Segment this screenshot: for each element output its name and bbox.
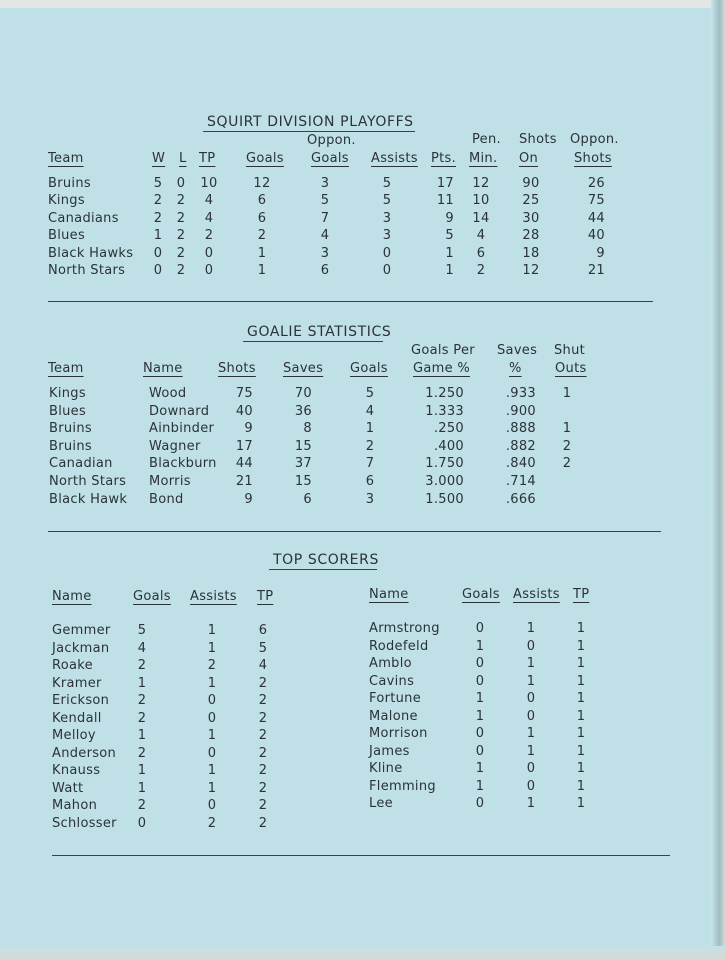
- goals-per-game-cell: .400: [433, 438, 464, 454]
- col-header-l: L: [179, 151, 187, 166]
- assists-cell: 2: [207, 658, 217, 673]
- player-name-cell: Armstrong: [369, 621, 440, 636]
- assists-cell: 0: [382, 263, 392, 278]
- losses-cell: 2: [176, 228, 186, 244]
- team-cell: Blues: [49, 403, 87, 419]
- col-header-saves-pct-line2: %: [509, 361, 522, 376]
- pts-cell: 1: [445, 245, 454, 261]
- goals-cell: 2: [137, 658, 147, 673]
- saves-cell: 8: [303, 421, 312, 437]
- wins-cell: 2: [153, 210, 163, 226]
- wins-cell: 0: [153, 245, 163, 261]
- assists-cell: 3: [382, 210, 392, 226]
- assists-cell: 0: [207, 798, 217, 813]
- goals-cell: 2: [365, 438, 375, 454]
- player-name-cell: Anderson: [52, 745, 117, 761]
- team-cell: Kings: [49, 386, 86, 401]
- name-cell: Bond: [149, 491, 184, 507]
- assists-cell: 3: [382, 228, 392, 244]
- goals-cell: 6: [257, 193, 267, 209]
- player-name-cell: Kline: [369, 761, 403, 776]
- goals-per-game-cell: 1.250: [425, 386, 464, 401]
- shots-cell: 9: [244, 491, 253, 507]
- pts-cell: 1: [445, 263, 454, 278]
- saves-cell: 37: [294, 456, 312, 472]
- col-header-gpg-line1: Goals Per: [411, 343, 475, 358]
- goals-cell: 2: [257, 228, 267, 244]
- goals-cell: 0: [475, 796, 485, 811]
- goals-cell: 2: [137, 798, 147, 813]
- col-header-shots-line1: Shots: [519, 132, 557, 147]
- shutouts-cell: 1: [562, 386, 572, 401]
- goals-cell: 1: [137, 763, 147, 778]
- goals-per-game-cell: 1.500: [425, 491, 464, 507]
- name-cell: Morris: [149, 474, 191, 489]
- col-header-tp: TP: [199, 151, 216, 166]
- player-name-cell: Cavins: [369, 673, 415, 689]
- shots-cell: 17: [235, 438, 253, 454]
- goals-cell: 5: [365, 386, 375, 401]
- col-header-name-right: Name: [369, 587, 409, 602]
- oppon-shots-cell: 75: [587, 193, 605, 209]
- tp-cell: 1: [576, 761, 586, 776]
- goals-cell: 2: [137, 693, 147, 708]
- pen-min-cell: 4: [476, 228, 486, 244]
- col-header-saves: Saves: [283, 361, 324, 376]
- shots-cell: 9: [244, 421, 253, 437]
- wins-cell: 5: [153, 176, 163, 191]
- goals-cell: 1: [475, 708, 485, 724]
- oppon-shots-cell: 9: [596, 245, 605, 261]
- player-name-cell: Watt: [52, 780, 84, 796]
- tp-cell: 6: [258, 623, 268, 638]
- player-name-cell: Fortune: [369, 691, 421, 706]
- col-header-pen-line1: Pen.: [472, 132, 501, 147]
- goals-cell: 0: [475, 621, 485, 636]
- oppon-shots-cell: 21: [587, 263, 605, 278]
- shots-cell: 40: [235, 403, 253, 419]
- assists-cell: 1: [526, 673, 536, 689]
- oppon-goals-cell: 3: [320, 176, 330, 191]
- tp-cell: 1: [576, 673, 586, 689]
- wins-cell: 2: [153, 193, 163, 209]
- player-name-cell: Flemming: [369, 778, 436, 794]
- tp-cell: 2: [258, 815, 268, 831]
- tp-cell: 2: [258, 780, 268, 796]
- team-cell: North Stars: [48, 263, 126, 278]
- assists-cell: 1: [207, 640, 217, 656]
- player-name-cell: Roake: [52, 658, 93, 673]
- assists-cell: 0: [207, 693, 217, 708]
- player-name-cell: Jackman: [52, 640, 110, 656]
- player-name-cell: Erickson: [52, 693, 110, 708]
- assists-cell: 1: [207, 675, 217, 691]
- team-cell: Bruins: [49, 438, 92, 454]
- saves-cell: 36: [294, 403, 312, 419]
- player-name-cell: Knauss: [52, 763, 101, 778]
- col-header-oppon-shots-line2: Shots: [574, 151, 612, 166]
- oppon-goals-cell: 5: [320, 193, 330, 209]
- tp-cell: 1: [576, 656, 586, 671]
- col-header-oppon-shots-line1: Oppon.: [570, 132, 619, 147]
- goals-cell: 2: [137, 745, 147, 761]
- oppon-goals-cell: 6: [320, 263, 330, 278]
- assists-cell: 1: [207, 623, 217, 638]
- tp-cell: 2: [258, 763, 268, 778]
- tp-cell: 2: [258, 675, 268, 691]
- col-header-saves-pct-line1: Saves: [497, 343, 538, 358]
- shots-on-cell: 12: [522, 263, 540, 278]
- tp-cell: 4: [204, 210, 214, 226]
- tp-cell: 1: [576, 638, 586, 654]
- losses-cell: 2: [176, 193, 186, 209]
- assists-cell: 1: [207, 728, 217, 743]
- losses-cell: 2: [176, 245, 186, 261]
- pen-min-cell: 14: [472, 210, 490, 226]
- assists-cell: 0: [526, 691, 536, 706]
- name-cell: Ainbinder: [149, 421, 215, 437]
- assists-cell: 1: [526, 726, 536, 741]
- tp-cell: 1: [576, 778, 586, 794]
- player-name-cell: Amblo: [369, 656, 412, 671]
- goals-cell: 7: [365, 456, 375, 472]
- goalie-title: GOALIE STATISTICS: [247, 324, 392, 340]
- col-header-shots: Shots: [218, 361, 256, 376]
- tp-cell: 5: [258, 640, 268, 656]
- oppon-shots-cell: 40: [587, 228, 605, 244]
- shutouts-cell: 2: [562, 456, 572, 472]
- tp-cell: 4: [258, 658, 268, 673]
- shots-on-cell: 18: [522, 245, 540, 261]
- assists-cell: 0: [382, 245, 392, 261]
- tp-cell: 1: [576, 621, 586, 636]
- shots-on-cell: 30: [522, 210, 540, 226]
- goals-cell: 2: [137, 710, 147, 726]
- col-header-w: W: [152, 151, 166, 166]
- oppon-shots-cell: 44: [587, 210, 605, 226]
- saves-cell: 70: [294, 386, 312, 401]
- team-cell: Blues: [48, 228, 86, 244]
- saves-cell: 15: [294, 474, 312, 489]
- pen-min-cell: 10: [472, 193, 490, 209]
- tp-cell: 1: [576, 796, 586, 811]
- goals-cell: 0: [475, 656, 485, 671]
- player-name-cell: Melloy: [52, 728, 96, 743]
- team-cell: North Stars: [49, 474, 127, 489]
- assists-cell: 1: [207, 780, 217, 796]
- col-header-pen-line2: Min.: [469, 151, 498, 166]
- team-cell: Black Hawks: [48, 245, 134, 261]
- goals-cell: 5: [137, 623, 147, 638]
- title-underline: [269, 569, 377, 570]
- player-name-cell: Kramer: [52, 675, 102, 691]
- col-header-name-left: Name: [52, 589, 92, 604]
- goals-cell: 0: [475, 726, 485, 741]
- goals-cell: 0: [475, 743, 485, 759]
- shots-on-cell: 25: [522, 193, 540, 209]
- player-name-cell: Kendall: [52, 710, 102, 726]
- tp-cell: 0: [204, 263, 214, 278]
- tp-cell: 1: [576, 726, 586, 741]
- col-header-assists-left: Assists: [190, 589, 237, 604]
- oppon-shots-cell: 26: [587, 176, 605, 191]
- col-header-shots-line2: On: [519, 151, 539, 166]
- assists-cell: 0: [207, 710, 217, 726]
- assists-cell: 1: [207, 763, 217, 778]
- goals-cell: 6: [365, 474, 375, 489]
- pts-cell: 9: [445, 210, 454, 226]
- goals-cell: 12: [253, 176, 271, 191]
- team-cell: Bruins: [49, 421, 92, 437]
- assists-cell: 0: [207, 745, 217, 761]
- goals-cell: 1: [475, 778, 485, 794]
- col-header-goals: Goals: [350, 361, 388, 376]
- pts-cell: 11: [436, 193, 454, 209]
- tp-cell: 2: [258, 728, 268, 743]
- goals-per-game-cell: 1.750: [425, 456, 464, 472]
- page-right-edge: [711, 0, 725, 960]
- col-header-assists: Assists: [371, 151, 418, 166]
- pen-min-cell: 6: [476, 245, 486, 261]
- assists-cell: 1: [526, 796, 536, 811]
- losses-cell: 2: [176, 263, 186, 278]
- pen-min-cell: 12: [472, 176, 490, 191]
- goals-cell: 4: [137, 640, 147, 656]
- tp-cell: 2: [204, 228, 214, 244]
- saves-pct-cell: .882: [505, 438, 536, 454]
- col-header-shutouts-line1: Shut: [554, 343, 586, 358]
- tp-cell: 2: [258, 745, 268, 761]
- tp-cell: 2: [258, 798, 268, 813]
- shots-cell: 21: [235, 474, 253, 489]
- section-divider: [48, 531, 661, 532]
- saves-pct-cell: .714: [505, 474, 536, 489]
- oppon-goals-cell: 7: [320, 210, 330, 226]
- assists-cell: 1: [526, 656, 536, 671]
- goals-per-game-cell: 3.000: [425, 474, 464, 489]
- page-top-edge: [0, 0, 725, 8]
- goals-cell: 3: [365, 491, 375, 507]
- player-name-cell: Lee: [369, 796, 393, 811]
- col-header-team: Team: [48, 151, 84, 166]
- tp-cell: 2: [258, 693, 268, 708]
- goals-per-game-cell: .250: [433, 421, 464, 437]
- player-name-cell: Morrison: [369, 726, 428, 741]
- team-cell: Canadians: [48, 210, 119, 226]
- col-header-name: Name: [143, 361, 183, 376]
- team-cell: Bruins: [48, 176, 91, 191]
- assists-cell: 5: [382, 176, 392, 191]
- player-name-cell: Schlosser: [52, 815, 117, 831]
- title-underline: [243, 341, 383, 342]
- player-name-cell: Rodefeld: [369, 638, 429, 654]
- name-cell: Blackburn: [149, 456, 217, 472]
- shots-on-cell: 90: [522, 176, 540, 191]
- assists-cell: 0: [526, 778, 536, 794]
- player-name-cell: Mahon: [52, 798, 98, 813]
- tp-cell: 10: [200, 176, 218, 191]
- goals-cell: 1: [137, 728, 147, 743]
- wins-cell: 1: [153, 228, 163, 244]
- section-divider: [52, 855, 670, 856]
- assists-cell: 0: [526, 638, 536, 654]
- col-header-tp-right: TP: [573, 587, 590, 602]
- col-header-pts: Pts.: [431, 151, 457, 166]
- saves-cell: 6: [303, 491, 312, 507]
- losses-cell: 2: [176, 210, 186, 226]
- tp-cell: 1: [576, 708, 586, 724]
- col-header-gpg-line2: Game %: [413, 361, 470, 376]
- oppon-goals-cell: 4: [320, 228, 330, 244]
- pts-cell: 17: [436, 176, 454, 191]
- goals-per-game-cell: 1.333: [425, 403, 464, 419]
- assists-cell: 1: [526, 621, 536, 636]
- saves-pct-cell: .666: [505, 491, 536, 507]
- team-cell: Kings: [48, 193, 85, 209]
- name-cell: Wagner: [149, 438, 201, 454]
- player-name-cell: James: [369, 743, 410, 759]
- tp-cell: 2: [258, 710, 268, 726]
- assists-cell: 0: [526, 761, 536, 776]
- goals-cell: 1: [365, 421, 375, 437]
- tp-cell: 0: [204, 245, 214, 261]
- shots-cell: 75: [235, 386, 253, 401]
- goals-cell: 1: [137, 675, 147, 691]
- col-header-tp-left: TP: [257, 589, 274, 604]
- saves-cell: 15: [294, 438, 312, 454]
- col-header-oppon-goals-line2: Goals: [311, 151, 349, 166]
- page-bottom-edge: [0, 946, 725, 960]
- wins-cell: 0: [153, 263, 163, 278]
- goals-cell: 1: [137, 780, 147, 796]
- tp-cell: 1: [576, 691, 586, 706]
- goals-cell: 1: [257, 245, 267, 261]
- team-cell: Canadian: [49, 456, 113, 472]
- col-header-team: Team: [48, 361, 84, 376]
- losses-cell: 0: [176, 176, 186, 191]
- goals-cell: 6: [257, 210, 267, 226]
- col-header-oppon-goals-line1: Oppon.: [307, 133, 356, 148]
- tp-cell: 1: [576, 743, 586, 759]
- goals-cell: 1: [257, 263, 267, 278]
- saves-pct-cell: .840: [505, 456, 536, 472]
- player-name-cell: Gemmer: [52, 623, 111, 638]
- shutouts-cell: 1: [562, 421, 572, 437]
- col-header-shutouts-line2: Outs: [555, 361, 587, 376]
- section-divider: [48, 301, 653, 302]
- goals-cell: 1: [475, 761, 485, 776]
- tp-cell: 4: [204, 193, 214, 209]
- saves-pct-cell: .900: [505, 403, 536, 419]
- saves-pct-cell: .888: [505, 421, 536, 437]
- goals-cell: 1: [475, 638, 485, 654]
- goals-cell: 1: [475, 691, 485, 706]
- assists-cell: 0: [526, 708, 536, 724]
- shutouts-cell: 2: [562, 438, 572, 454]
- assists-cell: 2: [207, 815, 217, 831]
- assists-cell: 1: [526, 743, 536, 759]
- col-header-goals-left: Goals: [133, 589, 171, 604]
- team-cell: Black Hawk: [49, 491, 128, 507]
- shots-on-cell: 28: [522, 228, 540, 244]
- goals-cell: 4: [365, 403, 375, 419]
- squirt-title: SQUIRT DIVISION PLAYOFFS: [207, 114, 414, 130]
- saves-pct-cell: .933: [505, 386, 536, 401]
- name-cell: Downard: [149, 403, 210, 419]
- pen-min-cell: 2: [476, 263, 486, 278]
- col-header-goals: Goals: [246, 151, 284, 166]
- pts-cell: 5: [445, 228, 454, 244]
- oppon-goals-cell: 3: [320, 245, 330, 261]
- assists-cell: 5: [382, 193, 392, 209]
- title-underline: [203, 131, 415, 132]
- goals-cell: 0: [137, 815, 147, 831]
- col-header-assists-right: Assists: [513, 587, 560, 602]
- goals-cell: 0: [475, 673, 485, 689]
- shots-cell: 44: [235, 456, 253, 472]
- col-header-goals-right: Goals: [462, 587, 500, 602]
- scorers-title: TOP SCORERS: [273, 552, 379, 568]
- name-cell: Wood: [149, 386, 187, 401]
- player-name-cell: Malone: [369, 708, 418, 724]
